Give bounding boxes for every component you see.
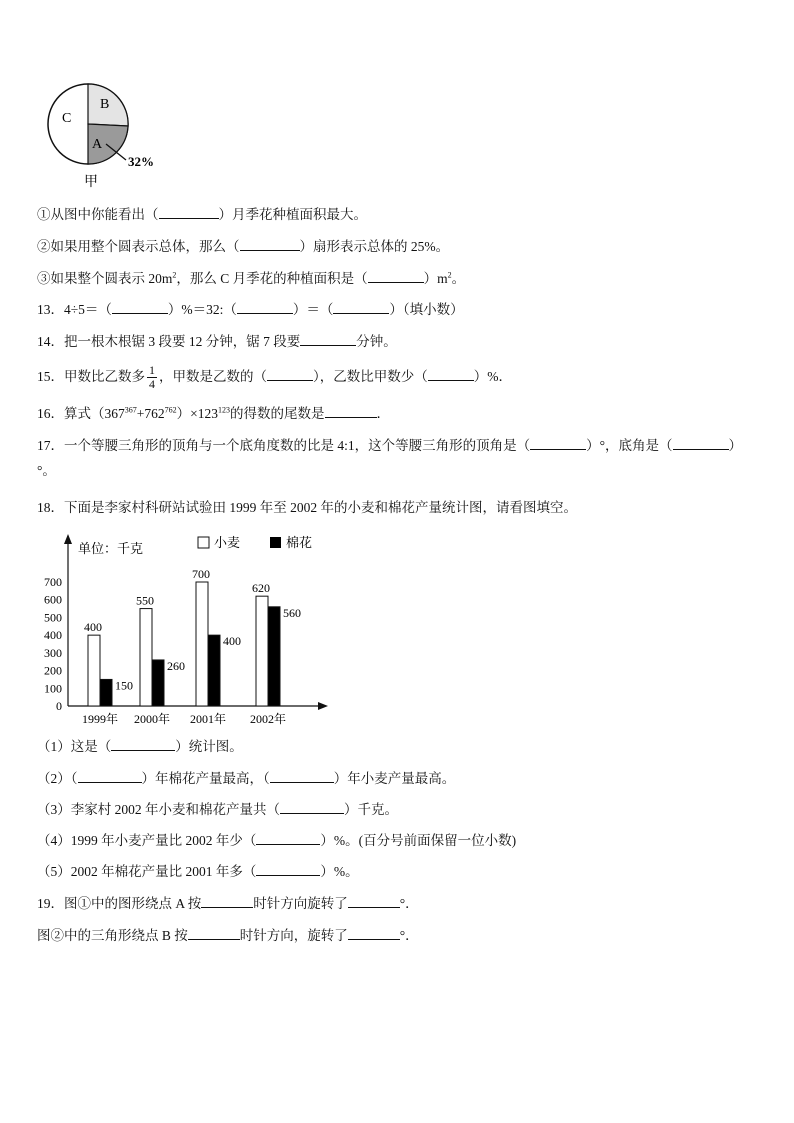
bar-data-label: 620 [252, 581, 270, 596]
bar-wheat [256, 596, 268, 706]
q19-blank-1[interactable] [201, 895, 253, 908]
bar-data-label: 560 [283, 605, 301, 620]
pie-chart [40, 82, 180, 192]
q18-sub2: （2）（ ）年棉花产量最高，（ ）年小麦产量最高。 [37, 771, 456, 786]
q12-sub2: ②如果用整个圆表示总体，那么（ ）扇形表示总体的 25%。 [37, 239, 450, 254]
q15: 15．甲数比乙数多 $\frac{1}{4}$ ，甲数是乙数的（ ），乙数比甲数少（ ）%． [37, 363, 512, 392]
x-tick-label: 2002年 [249, 712, 287, 726]
q19-line1: 19．图①中的图形绕点 A 按 时针方向旋转了 °． [37, 896, 419, 911]
q18-sub1-blank[interactable] [111, 738, 175, 751]
bar-data-label: 400 [84, 620, 102, 635]
q17-blank-1[interactable] [530, 437, 586, 450]
y-tick-label: 100 [44, 681, 62, 696]
bar-cotton [268, 607, 280, 706]
x-tick-label: 2000年 [133, 712, 171, 726]
q18-intro: 18．下面是李家村科研站试验田 1999 年至 2002 年的小麦和棉花产量统计图，请看图填空。 [37, 500, 577, 515]
legend-swatch-wheat [198, 537, 209, 548]
legend-swatch-cotton [270, 537, 281, 548]
q13: 13．4÷5＝（ ）%＝32:（ ）＝（ ）（填小数） [37, 302, 464, 317]
q13-blank-2[interactable] [237, 301, 293, 314]
pie-percent-label: 32% [128, 154, 154, 169]
q12-sub2-blank[interactable] [240, 238, 300, 251]
y-tick-label: 300 [44, 645, 62, 660]
q12-sub1: ①从图中你能看出（ ）月季花种植面积最大。 [37, 207, 367, 222]
bar-cotton [208, 635, 220, 706]
q19-blank-4[interactable] [348, 927, 400, 940]
q18-sub4: （4）1999 年小麦产量比 2002 年少（ ）%。(百分号前面保留一位小数) [37, 833, 517, 848]
bar-cotton [152, 660, 164, 706]
q19-blank-3[interactable] [188, 927, 240, 940]
q12-sub3: ③如果整个圆表示 $20m^2$，那么 C 月季花的种植面积是（ ）$m^2$。 [37, 270, 466, 286]
bar-cotton [100, 679, 112, 706]
pie-label-b: B [100, 97, 110, 112]
bar-data-label: 150 [115, 678, 133, 693]
bar-wheat [196, 582, 208, 706]
q17-blank-2[interactable] [673, 437, 729, 450]
x-axis-arrow [318, 702, 328, 710]
q17-cont: °。 [37, 463, 56, 478]
q18-sub3: （3）李家村 2002 年小麦和棉花产量共（ ）千克。 [37, 802, 398, 817]
q17: 17．一个等腰三角形的顶角与一个底角度数的比是 4:1，这个等腰三角形的顶角是（ ）°，底角是（ ） [37, 438, 743, 453]
y-tick-label: 400 [44, 628, 62, 643]
pie-caption: 甲 [84, 175, 98, 190]
legend-label-wheat: 小麦 [214, 535, 241, 550]
bar-chart [30, 528, 340, 733]
q14-blank[interactable] [300, 333, 356, 346]
q18-sub2-blank-2[interactable] [270, 770, 334, 783]
q13-blank-1[interactable] [112, 301, 168, 314]
bar-wheat [88, 635, 100, 706]
y-tick-label: 0 [56, 699, 62, 713]
pie-label-c: C [62, 111, 72, 126]
q19-line2: 图②中的三角形绕点 B 按 时针方向，旋转了 °． [37, 928, 419, 943]
q15-blank-1[interactable] [267, 368, 313, 381]
y-tick-label: 700 [44, 575, 62, 589]
y-tick-label: 600 [44, 592, 62, 607]
y-axis-arrow [64, 534, 72, 544]
q18-sub3-blank[interactable] [280, 801, 344, 814]
legend-label-cotton: 棉花 [286, 535, 313, 550]
x-tick-label: 2001年 [189, 712, 227, 726]
q15-blank-2[interactable] [428, 368, 474, 381]
y-tick-label: 200 [44, 663, 62, 678]
q19-blank-2[interactable] [348, 895, 400, 908]
bar-data-label: 400 [223, 634, 241, 649]
bar-wheat [140, 609, 152, 706]
q18-sub2-blank-1[interactable] [78, 770, 142, 783]
q16: 16．算式$(367^{367}+762^{762})\times 123^{123}$的得数的尾数是 ． [37, 405, 390, 421]
q12-sub1-blank[interactable] [159, 206, 219, 219]
q18-sub5: （5）2002 年棉花产量比 2001 年多（ ）%。 [37, 864, 359, 879]
q12-sub3-blank[interactable] [368, 270, 424, 283]
bar-data-label: 700 [192, 567, 210, 581]
bar-data-label: 260 [167, 658, 185, 673]
x-tick-label: 1999年 [81, 712, 119, 726]
q16-blank[interactable] [325, 405, 377, 418]
q13-blank-3[interactable] [333, 301, 389, 314]
q18-sub5-blank[interactable] [256, 863, 320, 876]
pie-label-a: A [92, 137, 103, 152]
y-tick-label: 500 [44, 610, 62, 625]
chart-unit-label: 单位：千克 [78, 541, 144, 556]
q15-fraction: $\frac{1}{4}$ [149, 363, 155, 392]
q18-sub1: （1）这是（ ）统计图。 [37, 739, 243, 754]
q18-sub4-blank[interactable] [256, 832, 320, 845]
bar-data-label: 550 [136, 593, 154, 608]
bar-layer [44, 567, 301, 726]
q14: 14．把一根木根锯 3 段要 12 分钟，锯 7 段要 分钟。 [37, 334, 397, 349]
